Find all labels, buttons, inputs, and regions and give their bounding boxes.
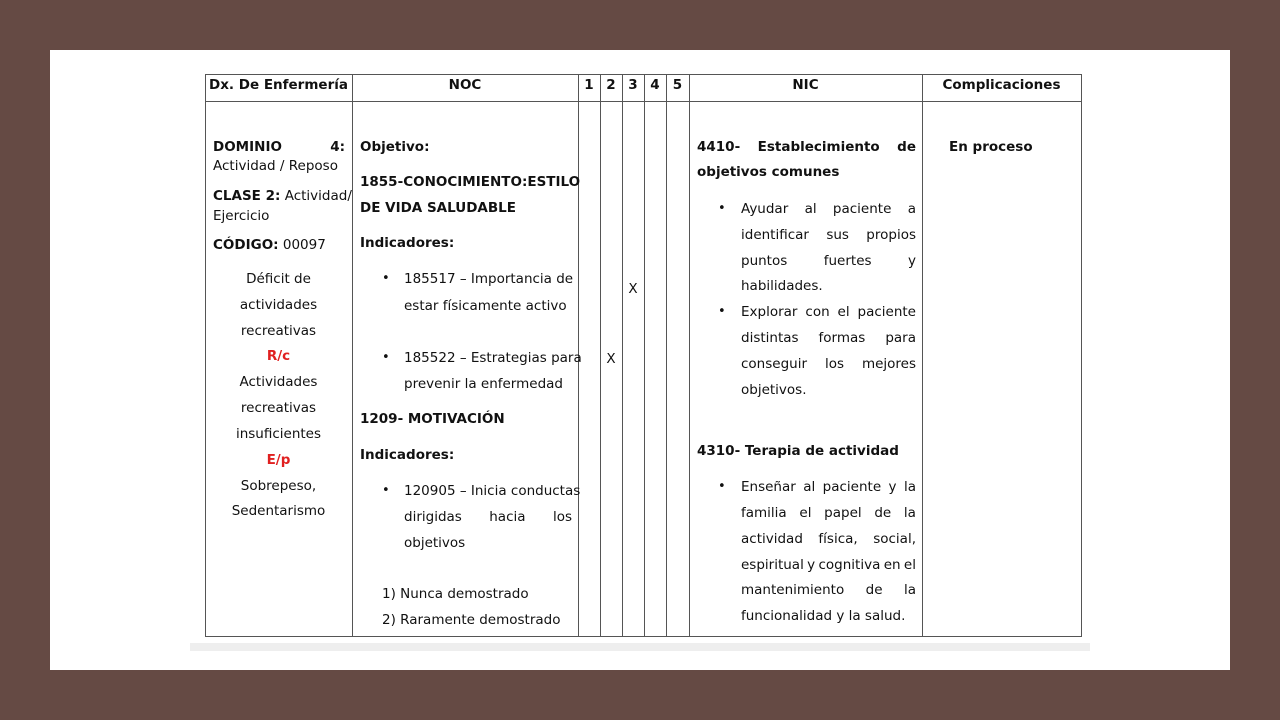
text-word: mantenimiento: [741, 582, 845, 598]
text-word: y: [807, 557, 816, 573]
table-border: [622, 74, 623, 637]
text-word: actividad: [741, 531, 803, 547]
bullet-icon: •: [718, 304, 726, 319]
dx-clase: [213, 187, 352, 205]
text-word: Enseñar: [741, 479, 796, 495]
noc-result-code: 1855-: [360, 174, 404, 190]
dx-text: recreativas: [240, 400, 317, 416]
text-word: identificar: [741, 227, 809, 243]
noc-result: 1209- MOTIVACIÓN: [360, 411, 505, 427]
text-line: [741, 303, 916, 321]
noc-indicator: 120905 – Inicia conductas: [404, 483, 581, 499]
text-word: al: [803, 479, 816, 495]
nic-word: Establecimiento: [757, 139, 880, 155]
text-word: la: [903, 582, 916, 598]
noc-indicator: estar físicamente activo: [404, 298, 567, 314]
text-word: física,: [818, 531, 858, 547]
text-line: [741, 504, 916, 522]
noc-word: dirigidas: [404, 509, 462, 525]
text-word: Ayudar: [741, 201, 789, 217]
dx-dominio: DOMINIO: [213, 139, 282, 155]
divider: [190, 643, 1090, 651]
text-word: y: [908, 253, 916, 269]
text-word: de: [874, 505, 892, 521]
text-word: familia: [741, 505, 787, 521]
header-complicaciones: Complicaciones: [942, 77, 1061, 93]
text-word: fuertes: [823, 253, 872, 269]
header-4: 4: [650, 77, 660, 93]
dx-text: Déficit de: [246, 271, 311, 287]
text-word: a: [907, 201, 916, 217]
text-word: puntos: [741, 253, 788, 269]
header-5: 5: [672, 77, 683, 93]
nic-activity: objetivos.: [741, 382, 807, 398]
bullet-icon: •: [382, 271, 390, 286]
table-border: [1081, 74, 1082, 637]
text-word: para: [885, 330, 916, 346]
text-word: Actividad/: [280, 188, 352, 204]
dx-related-to: R/c: [266, 348, 291, 364]
text-line: [741, 355, 916, 373]
text-line: [404, 508, 572, 526]
text-word: los: [824, 356, 844, 372]
dx-text: Sobrepeso,: [240, 478, 317, 494]
nic-intervention: objetivos comunes: [697, 164, 840, 180]
text-line: [741, 200, 916, 218]
text-word: la: [903, 479, 916, 495]
noc-result-word: CONOCIMIENTO:: [403, 174, 528, 190]
dx-dominio-name: Actividad / Reposo: [213, 158, 338, 174]
nic-intervention: 4310- Terapia de actividad: [697, 443, 899, 459]
noc-scale: 2) Raramente demostrado: [382, 612, 561, 628]
header-noc: NOC: [448, 77, 482, 93]
table-border: [352, 74, 353, 637]
complicaciones-value: En proceso: [949, 139, 1033, 155]
nic-activity: funcionalidad y la salud.: [741, 608, 906, 624]
text-line: [741, 226, 916, 244]
dx-text: recreativas: [240, 323, 317, 339]
text-word: paciente: [832, 201, 892, 217]
text-word: papel: [824, 505, 862, 521]
text-word: social,: [873, 531, 916, 547]
noc-result-word: ESTILO: [527, 174, 581, 190]
text-word: al: [804, 201, 817, 217]
text-word: la: [903, 505, 916, 521]
table-border: [644, 74, 645, 637]
text-word: espiritual: [741, 557, 804, 573]
text-word: CLASE 2:: [213, 188, 281, 204]
text-word: Explorar: [741, 304, 798, 320]
bullet-icon: •: [718, 201, 726, 216]
noc-indicator: prevenir la enfermedad: [404, 376, 563, 392]
noc-word: hacia: [489, 509, 526, 525]
text-word: el: [837, 304, 850, 320]
noc-word: los: [552, 509, 572, 525]
text-word: con: [805, 304, 830, 320]
bullet-icon: •: [382, 350, 390, 365]
text-word: sus: [826, 227, 849, 243]
text-word: propios: [866, 227, 916, 243]
text-word: paciente: [857, 304, 916, 320]
noc-indicator: 185522 – Estrategias para: [404, 350, 582, 366]
bullet-icon: •: [382, 483, 390, 498]
text-word: CÓDIGO:: [213, 237, 279, 253]
nic-activity: habilidades.: [741, 278, 823, 294]
text-word: formas: [818, 330, 866, 346]
mark-col-3: X: [628, 281, 638, 297]
noc-objetivo: Objetivo:: [360, 139, 430, 155]
text-word: en: [883, 557, 901, 573]
text-word: conseguir: [741, 356, 808, 372]
table-border: [922, 74, 923, 637]
text-line: [741, 581, 916, 599]
header-dx: Dx. De Enfermería: [209, 77, 348, 93]
bullet-icon: •: [718, 479, 726, 494]
dx-evidenced-by: E/p: [266, 452, 291, 468]
noc-indicator: objetivos: [404, 535, 466, 551]
text-word: el: [799, 505, 812, 521]
noc-indicadores: Indicadores:: [360, 447, 455, 463]
noc-indicadores: Indicadores:: [360, 235, 455, 251]
noc-result-line: DE VIDA SALUDABLE: [360, 200, 516, 216]
text-word: paciente: [822, 479, 882, 495]
text-line: [741, 530, 916, 548]
nic-code: 4410-: [697, 139, 741, 155]
text-word: el: [903, 557, 916, 573]
table-border: [666, 74, 667, 637]
text-line: [360, 173, 581, 191]
nic-word: de: [897, 139, 916, 155]
text-word: 00097: [278, 237, 326, 253]
header-1: 1: [584, 77, 594, 93]
dx-text: Sedentarismo: [231, 503, 326, 519]
text-word: mejores: [861, 356, 916, 372]
mark-col-2: X: [606, 351, 616, 367]
text-line: [741, 252, 916, 270]
dx-clase-name: Ejercicio: [213, 208, 270, 224]
text-line: [741, 329, 916, 347]
text-line: [741, 556, 916, 574]
text-word: distintas: [741, 330, 799, 346]
header-3: 3: [628, 77, 638, 93]
noc-indicator: 185517 – Importancia de: [404, 271, 574, 287]
table-border: [689, 74, 690, 637]
text-word: cognitiva: [818, 557, 881, 573]
dx-text: actividades: [239, 297, 318, 313]
text-word: y: [888, 479, 897, 495]
text-line: [741, 478, 916, 496]
text-word: de: [865, 582, 883, 598]
header-2: 2: [606, 77, 616, 93]
dx-text: insuficientes: [235, 426, 322, 442]
header-nic: NIC: [792, 77, 819, 93]
text-line: [213, 138, 345, 156]
dx-dominio-num: 4:: [330, 139, 345, 155]
dx-codigo: [213, 236, 326, 254]
noc-scale: 1) Nunca demostrado: [382, 586, 529, 602]
dx-text: Actividades: [239, 374, 318, 390]
text-line: [697, 138, 916, 156]
